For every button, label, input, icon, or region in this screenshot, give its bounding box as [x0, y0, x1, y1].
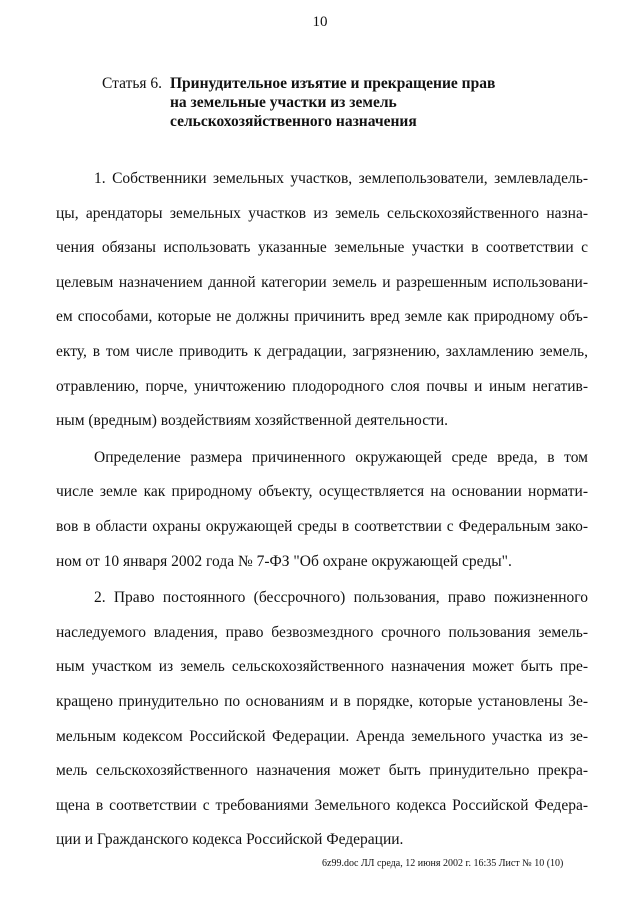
text-line: екту, в том числе приводить к деградации, загрязнению, захламлению земель,	[56, 342, 588, 360]
text-line: цы, арендаторы земельных участков из земель сельскохозяйственного назна-	[56, 204, 588, 222]
text-line: отравлению, порче, уничтожению плодородного слоя почвы и иным негатив-	[56, 377, 588, 395]
article-heading	[102, 74, 572, 131]
text-line: Определение размера причиненного окружающей среде вреда, в том	[94, 448, 588, 466]
text-line: 1. Собственники земельных участков, землепользователи, землевладель-	[94, 170, 588, 187]
article-number: Статья 6.	[102, 75, 163, 92]
article-title	[170, 74, 572, 131]
text-line: ции и Гражданского кодекса Российской Федерации.	[56, 831, 404, 849]
text-line: ем способами, которые не должны причинить вред земле как природному объ-	[56, 308, 588, 326]
article-title-line: Принудительное изъятие и прекращение прав	[170, 75, 496, 92]
text-line: ном от 10 января 2002 года № 7-ФЗ "Об охране окружающей среды".	[56, 552, 512, 570]
text-line: ным (вредным) воздействиям хозяйственной деятельности.	[56, 412, 449, 430]
text-line: 2. Право постоянного (бессрочного) пользования, право пожизненного	[94, 589, 588, 607]
text-line: числе земле как природному объекту, осуществляется на основании нормати-	[56, 483, 588, 501]
text-line: вов в области охраны окружающей среды в соответствии с Федеральным зако-	[56, 517, 588, 535]
document-footer: 6z99.doc ЛЛ среда, 12 июня 2002 г. 16:35 Лист № 10 (10)	[322, 858, 564, 869]
article-title-line: на земельные участки из земель	[170, 94, 397, 111]
text-line: чения обязаны использовать указанные земельные участки в соответствии с	[56, 239, 588, 257]
paragraph-1	[56, 162, 588, 439]
text-line: кращено принудительно по основаниям и в порядке, которые установлены Зе-	[56, 692, 588, 710]
text-line: наследуемого владения, право безвозмездного срочного пользования земель-	[56, 623, 588, 641]
text-line: мель сельскохозяйственного назначения может быть принудительно прекра-	[56, 762, 588, 780]
paragraph-2	[56, 441, 588, 579]
text-line: целевым назначением данной категории земель и разрешенным использовани-	[56, 273, 588, 291]
paragraph-3	[56, 581, 588, 858]
text-line: ным участком из земель сельскохозяйственного назначения может быть пре-	[56, 658, 588, 676]
article-body	[56, 162, 588, 858]
article-title-line: сельскохозяйственного назначения	[170, 113, 417, 130]
page-number: 10	[312, 14, 328, 30]
text-line: мельным кодексом Российской Федерации. Аренда земельного участка из зе-	[56, 727, 588, 745]
text-line: щена в соответствии с требованиями Земельного кодекса Российской Федера-	[56, 796, 588, 814]
